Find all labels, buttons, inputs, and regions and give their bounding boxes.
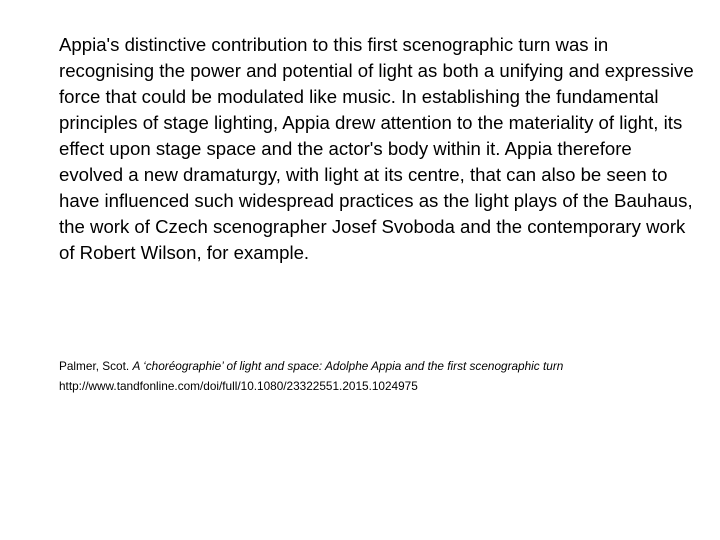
citation-reference [59,356,699,376]
citation-title: A ‘choréographie’ of light and space: Adolphe Appia and the first scenographic turn [132,359,564,373]
citation-author: Palmer, Scot. [59,359,133,373]
citation-url-link[interactable]: http://www.tandfonline.com/doi/full/10.1080/23322551.2015.1024975 [59,379,418,393]
citation [59,356,699,396]
quote-paragraph: Appia's distinctive contribution to this first scenographic turn was in recognising the power and potential of light as both a unifying and expressive force that could be modulated like music. In establishing the fundamental principles of stage lighting, Appia drew attention to the materiality of light, its effect upon stage space and the actor's body within it. Appia therefore evolved a new dramaturgy, with light at its centre, that can also be seen to have influenced such widespread practices as the light plays of the Bauhaus, the work of Czech scenographer Josef Svoboda and the contemporary work of Robert Wilson, for example. [59,34,694,263]
